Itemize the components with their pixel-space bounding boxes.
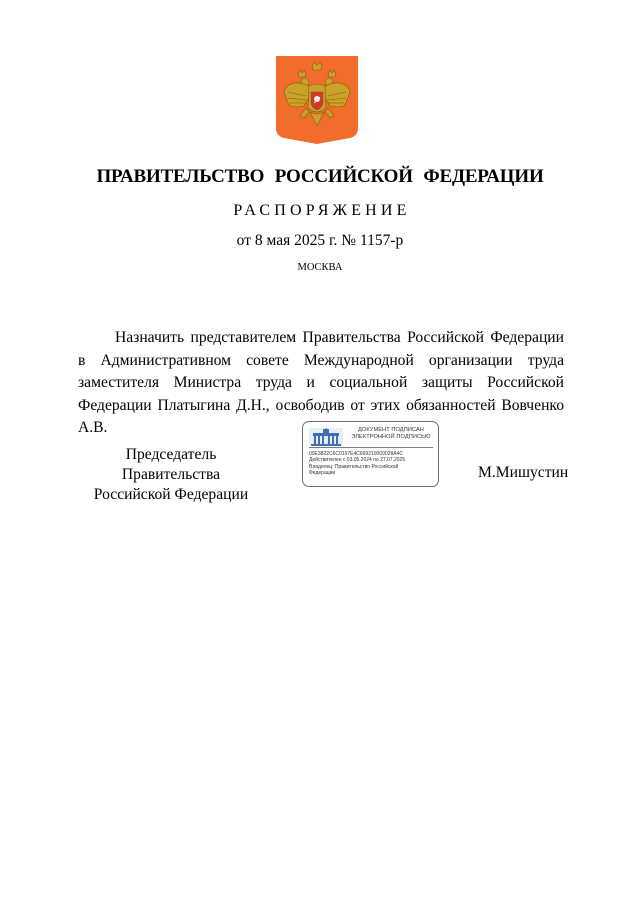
- government-building-icon: [309, 428, 343, 446]
- signatory-position: [76, 445, 266, 505]
- document-city: МОСКВА: [297, 262, 343, 273]
- stamp-certificate-info: [309, 451, 437, 477]
- document-type: РАСПОРЯЖЕНИЕ: [233, 202, 411, 219]
- e-signature-stamp: [302, 421, 439, 487]
- russian-coat-of-arms-icon: [276, 56, 358, 144]
- signatory-name: М.Мишустин: [478, 464, 569, 481]
- stamp-title-line-2: ЭЛЕКТРОННОЙ ПОДПИСЬЮ: [351, 434, 431, 440]
- stamp-owner-line-2: Федерации: [309, 470, 336, 477]
- government-title: ПРАВИТЕЛЬСТВО РОССИЙСКОЙ ФЕДЕРАЦИИ: [96, 166, 544, 187]
- signatory-position-line-2: Российской Федерации: [93, 486, 249, 503]
- stamp-title: [345, 427, 437, 441]
- stamp-divider: [309, 447, 433, 448]
- stamp-validity: Действителен с 03.05.2024 по 27.07.2025: [309, 457, 406, 464]
- document-date-number: от 8 мая 2025 г. № 1157-р: [236, 232, 404, 249]
- stamp-certificate-number: 00E3822C6C0197E4C669210009028A4C: [309, 451, 403, 457]
- order-paragraph: Назначить представителем Правительства Российской Федерации в Административном совете Международной организации труда заместителя Министра труда и социальной защиты Российской Федерации Платыгина Д.Н., освободив от этих обязанностей Вовченко А.В.: [78, 329, 564, 436]
- stamp-title-line-1: ДОКУМЕНТ ПОДПИСАН: [358, 427, 424, 433]
- stamp-owner-line-1: Владелец: Правительство Российской: [309, 463, 399, 470]
- signatory-position-line-1: Председатель Правительства: [121, 446, 221, 483]
